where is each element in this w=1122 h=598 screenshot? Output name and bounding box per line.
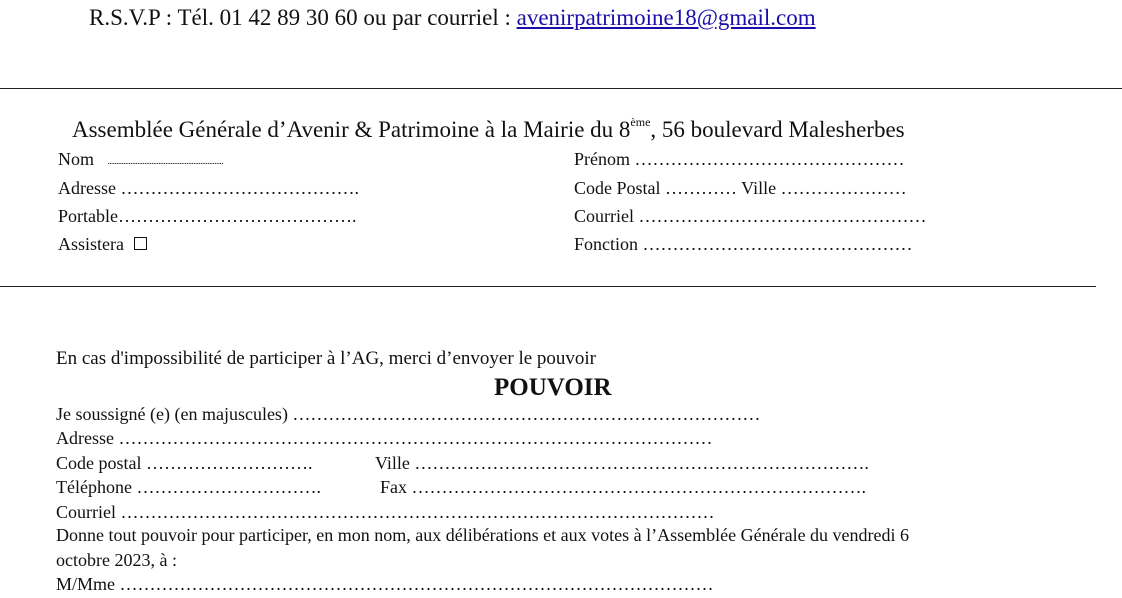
pouvoir-fax-field[interactable]: Fax …………………………………………………………………. xyxy=(380,477,866,497)
donne-text-line2: octobre 2023, à : xyxy=(56,550,177,570)
rsvp-text: R.S.V.P : Tél. 01 42 89 30 60 ou par courriel : xyxy=(89,5,517,30)
top-divider xyxy=(0,88,1122,89)
nom-field[interactable]: Nom .................................................................. xyxy=(58,149,223,169)
pouvoir-title: POUVOIR xyxy=(494,374,612,401)
assistera-field[interactable]: Assistera xyxy=(58,234,147,255)
code-postal-ville-field[interactable]: Code Postal ………… Ville ………………… xyxy=(574,178,907,198)
courriel-field[interactable]: Courriel ………………………………………… xyxy=(574,206,927,226)
pouvoir-ville-field[interactable]: Ville …………………………………………………………………. xyxy=(375,453,869,473)
rsvp-line xyxy=(89,5,816,31)
portable-field[interactable]: Portable…………………………………. xyxy=(58,206,357,226)
adresse-field[interactable]: Adresse …………………………………. xyxy=(58,178,359,198)
pouvoir-courriel-field[interactable]: Courriel ……………………………………………………………………………………… xyxy=(56,502,715,522)
mme-field[interactable]: M/Mme ……………………………………………………………………………………… xyxy=(56,574,714,594)
pouvoir-adresse-field[interactable]: Adresse ……………………………………………………………………………………… xyxy=(56,428,713,448)
pouvoir-intro: En cas d'impossibilité de participer à l’AG, merci d’envoyer le pouvoir xyxy=(56,348,597,369)
pouvoir-code-postal-field[interactable]: Code postal ………………………. xyxy=(56,453,313,473)
prenom-field[interactable]: Prénom ……………………………………… xyxy=(574,149,905,169)
soussigne-field[interactable]: Je soussigné (e) (en majuscules) …………………………………………………………………… xyxy=(56,404,761,424)
donne-text-line1: Donne tout pouvoir pour participer, en mon nom, aux délibérations et aux votes à l’Assemblée Générale du vendredi 6 xyxy=(56,525,910,545)
form-title: Assemblée Générale d’Avenir & Patrimoine à la Mairie du 8ème, 56 boulevard Malesherbes xyxy=(72,115,905,142)
middle-divider xyxy=(0,286,1096,287)
rsvp-email-link[interactable]: avenirpatrimoine18@gmail.com xyxy=(516,5,816,30)
pouvoir-telephone-field[interactable]: Téléphone …………………………. xyxy=(56,477,321,497)
fonction-field[interactable]: Fonction ……………………………………… xyxy=(574,234,913,254)
assistera-checkbox[interactable] xyxy=(134,237,147,250)
